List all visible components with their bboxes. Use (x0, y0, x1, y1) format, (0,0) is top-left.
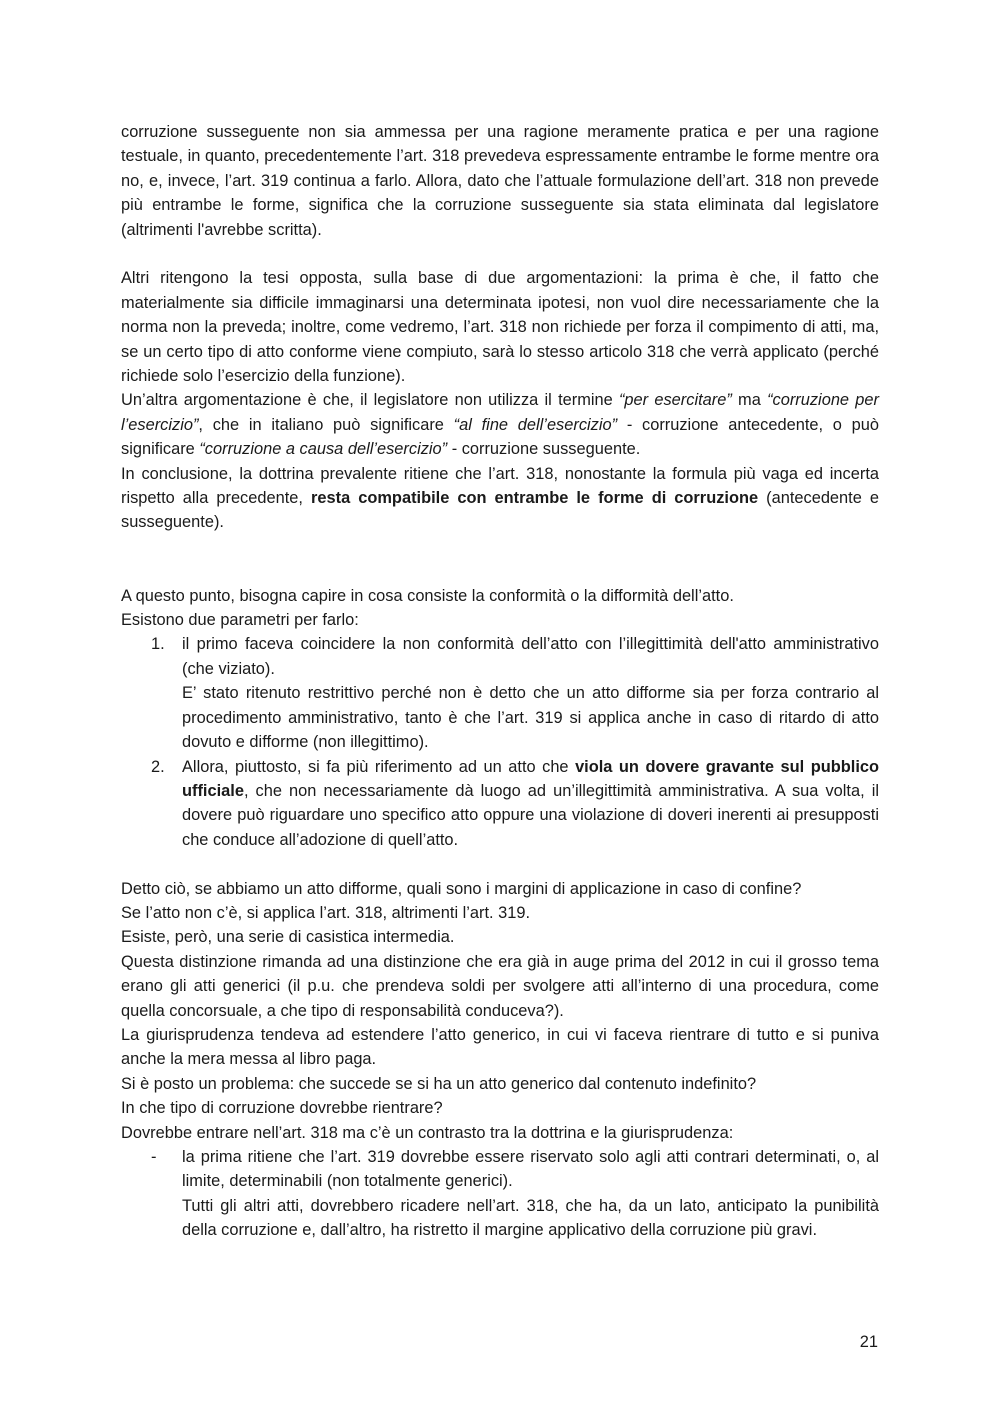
list-item-text: il primo faceva coincidere la non conformità dell’atto con l’illegittimità dell'atto amministrativo (che viziato). (182, 635, 879, 678)
list-item-text: la prima ritiene che l’art. 319 dovrebbe essere riservato solo agli atti contrari determinati, o, al limite, determinabili (non totalmente generici). (182, 1148, 879, 1191)
bold-phrase: resta compatibile con entrambe le forme di corruzione (311, 489, 759, 508)
paragraph-4 (121, 462, 879, 535)
text-run: , che non necessariamente dà luogo ad un’illegittimità amministrativa. A sua volta, il dovere può riguardare uno specifico atto oppure una violazione di doveri inerenti ai presupposti che conduce all’adozione di quell’atto. (182, 781, 879, 849)
text-run: Allora, piuttosto, si fa più riferimento ad un atto che (182, 757, 576, 776)
paragraph-gap (121, 535, 879, 559)
list-marker: 2. (151, 757, 165, 776)
paragraph-2: Altri ritengono la tesi opposta, sulla base di due argomentazioni: la prima è che, il fatto che materialmente sia difficile immaginarsi una determinata ipotesi, non vuol dire necessariamente che la norma non la preveda; inoltre, come vedremo, l’art. 318 non richiede per forza il compimento di atti, ma, se un certo tipo di atto conforme viene compiuto, sarà lo stesso articolo 318 che verrà applicato (perché richiede solo l’esercizio della funzione). (121, 269, 879, 386)
text-line: In che tipo di corruzione dovrebbe rientrare? (121, 1099, 443, 1118)
paragraph-5: A questo punto, bisogna capire in cosa consiste la conformità o la difformità dell’atto. (121, 586, 734, 605)
text-line: La giurisprudenza tendeva ad estendere l’atto generico, in cui vi faceva rientrare di tutto e si puniva anche la mera messa al libro paga. (121, 1025, 879, 1069)
list-marker: 1. (151, 635, 165, 654)
text-line: Questa distinzione rimanda ad una distinzione che era già in auge prima del 2012 in cui il grosso tema erano gli atti generici (il p.u. che prendeva soldi per svolgere atti all’interno di una procedura, come quella concorsuale, a che tipo di responsabilità conduceva?). (121, 952, 879, 1020)
paragraph-6: Esistono due parametri per farlo: (121, 611, 359, 630)
bold-phrase: viola un dovere gravante sul pubblico ufficiale (182, 757, 880, 800)
italic-term: “per esercitare” (618, 391, 732, 410)
list-item (121, 755, 879, 853)
text-line: Se l’atto non c’è, si applica l’art. 318, altrimenti l’art. 319. (121, 903, 531, 922)
italic-term: “corruzione a causa dell’esercizio” (199, 440, 448, 459)
italic-term: “corruzione per l’esercizio” (121, 391, 879, 434)
text-run: ma (731, 391, 768, 410)
page-body (121, 120, 879, 1243)
paragraph-gap (121, 852, 879, 876)
numbered-list (121, 632, 879, 852)
text-line: Esiste, però, una serie di casistica intermedia. (121, 928, 455, 947)
text-run: In conclusione, la dottrina prevalente ritiene che l’art. 318, nonostante la formula più vaga ed incerta rispetto alla precedente, (121, 464, 879, 508)
text-line: Si è posto un problema: che succede se si ha un atto generico dal contenuto indefinito? (121, 1074, 757, 1093)
list-item-text: E’ stato ritenuto restrittivo perché non è detto che un atto difforme sia per forza contrario al procedimento amministrativo, tanto è che l’art. 319 si applica anche in caso di ritardo di atto dovuto e difforme (non illegittimo). (182, 684, 879, 752)
page-number: 21 (859, 1333, 878, 1351)
list-item-text: Tutti gli altri atti, dovrebbero ricadere nell’art. 318, che ha, da un lato, anticipato la punibilità della corruzione e, dall’altro, ha ristretto il margine applicativo della corruzione più gravi. (182, 1196, 879, 1240)
text-run: - corruzione antecedente, o può significare (121, 415, 879, 459)
text-line: Dovrebbe entrare nell’art. 318 ma c’è un contrasto tra la dottrina e la giurisprudenza: (121, 1123, 734, 1142)
list-item (121, 1145, 879, 1243)
dash-list (121, 1145, 879, 1243)
paragraph-3 (121, 388, 879, 461)
text-run: - corruzione susseguente. (447, 440, 641, 459)
italic-term: “al fine dell’esercizio” (453, 415, 618, 434)
list-item-text (182, 755, 879, 853)
text-run: Un’altra argomentazione è che, il legislatore non utilizza il termine (121, 391, 619, 410)
list-item (121, 632, 879, 754)
text-run: , che in italiano può significare (198, 415, 454, 434)
list-marker: - (151, 1148, 157, 1166)
paragraph-gap (121, 242, 879, 266)
paragraph-1: corruzione susseguente non sia ammessa per una ragione meramente pratica e per una ragione testuale, in quanto, precedentemente l’art. 318 prevedeva espressamente entrambe le forme mentre ora no, e, invece, l’art. 319 continua a farlo. Allora, dato che l’attuale formulazione dell’art. 318 non prevede più entrambe le forme, significa che la corruzione susseguente sia stata eliminata dal legislatore (altrimenti l'avrebbe scritta). (121, 123, 879, 239)
paragraph-gap (121, 559, 879, 583)
text-run: (antecedente e susseguente). (121, 489, 879, 532)
text-line: Detto ciò, se abbiamo un atto difforme, quali sono i margini di applicazione in caso di confine? (121, 879, 802, 898)
